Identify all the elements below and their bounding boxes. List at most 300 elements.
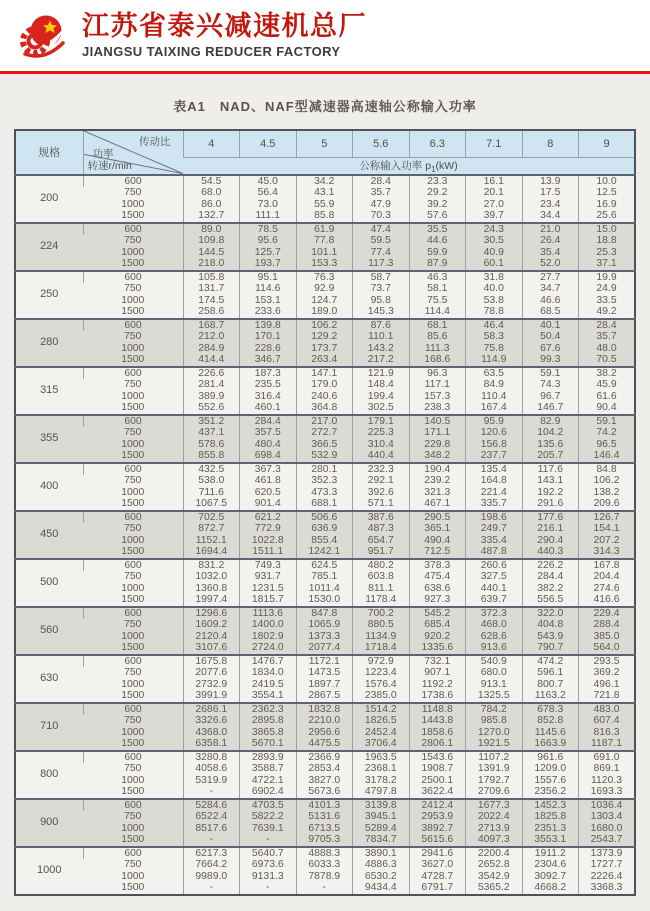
- power-value-cell: 901.4: [240, 498, 297, 511]
- power-value-cell: 327.5: [466, 571, 523, 583]
- table-row: [15, 607, 635, 620]
- speed-cell: 750: [83, 283, 183, 295]
- power-value-cell: 4475.5: [296, 738, 353, 751]
- speed-cell: 1500: [83, 882, 183, 895]
- power-value-cell: 1163.2: [522, 690, 579, 703]
- power-value-cell: 2022.4: [466, 811, 523, 823]
- power-value-cell: 1718.4: [353, 642, 410, 655]
- power-value-cell: 114.9: [466, 354, 523, 367]
- power-value-cell: 1065.9: [296, 619, 353, 631]
- power-value-cell: 59.9: [409, 247, 466, 259]
- power-value-cell: 217.0: [296, 415, 353, 428]
- power-value-cell: 2713.9: [466, 823, 523, 835]
- power-value-cell: 77.8: [296, 235, 353, 247]
- power-value-cell: 1152.1: [183, 535, 240, 547]
- power-value-cell: 1223.4: [353, 667, 410, 679]
- power-value-cell: 174.5: [183, 295, 240, 307]
- power-value-cell: 38.2: [579, 367, 636, 380]
- power-value-cell: 607.4: [579, 715, 636, 727]
- power-value-cell: 556.5: [522, 594, 579, 607]
- speed-cell: 1000: [83, 343, 183, 355]
- power-value-cell: 790.7: [522, 642, 579, 655]
- speed-cell: 600: [83, 367, 183, 380]
- power-value-cell: 1452.3: [522, 799, 579, 812]
- power-value-cell: 23.4: [522, 199, 579, 211]
- power-value-cell: 117.1: [409, 379, 466, 391]
- power-value-cell: 314.3: [579, 546, 636, 559]
- power-value-cell: 291.6: [522, 498, 579, 511]
- spec-group-630: [15, 655, 635, 703]
- power-value-cell: 1832.8: [296, 703, 353, 716]
- power-value-cell: 506.6: [296, 511, 353, 524]
- power-value-cell: 348.2: [409, 450, 466, 463]
- power-value-cell: 2543.7: [579, 834, 636, 847]
- power-value-cell: 226.6: [183, 367, 240, 380]
- power-value-cell: 240.6: [296, 391, 353, 403]
- power-value-cell: 29.2: [409, 187, 466, 199]
- power-value-cell: 1963.5: [353, 751, 410, 764]
- power-value-cell: 596.1: [522, 667, 579, 679]
- company-header: [0, 0, 650, 71]
- power-value-cell: 951.7: [353, 546, 410, 559]
- power-value-cell: 235.5: [240, 379, 297, 391]
- power-value-cell: 110.4: [466, 391, 523, 403]
- power-value-cell: 5319.9: [183, 775, 240, 787]
- power-value-cell: 179.1: [353, 415, 410, 428]
- power-value-cell: 89.0: [183, 223, 240, 236]
- table-row: [15, 283, 635, 295]
- power-value-cell: 58.7: [353, 271, 410, 284]
- power-value-cell: 45.9: [579, 379, 636, 391]
- power-value-cell: 57.6: [409, 210, 466, 223]
- power-value-cell: 2724.0: [240, 642, 297, 655]
- power-value-cell: 75.8: [466, 343, 523, 355]
- power-value-cell: 140.5: [409, 415, 466, 428]
- power-value-cell: 3622.4: [409, 786, 466, 799]
- spec-group-280: [15, 319, 635, 367]
- power-value-cell: 18.8: [579, 235, 636, 247]
- power-value-cell: 84.9: [466, 379, 523, 391]
- speed-cell: 1500: [83, 594, 183, 607]
- power-value-cell: 5640.7: [240, 847, 297, 860]
- power-value-cell: 685.4: [409, 619, 466, 631]
- power-value-cell: 34.2: [296, 175, 353, 188]
- power-value-cell: 106.2: [296, 319, 353, 332]
- power-value-cell: 177.6: [522, 511, 579, 524]
- power-value-cell: 153.1: [240, 295, 297, 307]
- table-row: [15, 655, 635, 668]
- power-value-cell: 2366.9: [296, 751, 353, 764]
- speed-cell: 600: [83, 271, 183, 284]
- power-value-cell: -: [240, 834, 297, 847]
- power-value-cell: 624.5: [296, 559, 353, 572]
- power-value-cell: 106.2: [579, 475, 636, 487]
- table-row: [15, 631, 635, 643]
- table-row: [15, 331, 635, 343]
- power-value-cell: 86.0: [183, 199, 240, 211]
- power-value-cell: 16.1: [466, 175, 523, 188]
- power-value-cell: 40.0: [466, 283, 523, 295]
- power-value-cell: 2895.8: [240, 715, 297, 727]
- power-value-cell: 855.4: [296, 535, 353, 547]
- power-value-cell: 258.6: [183, 306, 240, 319]
- power-value-cell: 638.6: [409, 583, 466, 595]
- speed-cell: 600: [83, 175, 183, 188]
- power-value-cell: 2368.1: [353, 763, 410, 775]
- power-value-cell: 437.1: [183, 427, 240, 439]
- power-value-cell: 702.5: [183, 511, 240, 524]
- power-value-cell: 68.0: [183, 187, 240, 199]
- power-value-cell: -: [183, 882, 240, 895]
- power-value-cell: 99.3: [522, 354, 579, 367]
- power-value-cell: 207.2: [579, 535, 636, 547]
- power-value-cell: 3892.7: [409, 823, 466, 835]
- power-value-cell: 357.5: [240, 427, 297, 439]
- power-value-cell: 48.0: [579, 343, 636, 355]
- power-value-cell: 35.4: [522, 247, 579, 259]
- power-value-cell: 90.4: [579, 402, 636, 415]
- power-value-cell: 131.7: [183, 283, 240, 295]
- table-row: [15, 859, 635, 871]
- power-value-cell: 70.3: [353, 210, 410, 223]
- power-value-cell: 144.5: [183, 247, 240, 259]
- power-value-cell: 27.7: [522, 271, 579, 284]
- power-value-cell: 109.8: [183, 235, 240, 247]
- table-row: [15, 319, 635, 332]
- power-value-cell: 913.6: [466, 642, 523, 655]
- power-value-cell: 187.3: [240, 367, 297, 380]
- power-value-cell: 3139.8: [353, 799, 410, 812]
- power-value-cell: 496.1: [579, 679, 636, 691]
- power-value-cell: 1011.4: [296, 583, 353, 595]
- power-value-cell: 365.1: [409, 523, 466, 535]
- power-value-cell: 61.6: [579, 391, 636, 403]
- table-row: [15, 450, 635, 463]
- power-value-cell: 310.4: [353, 439, 410, 451]
- power-value-cell: 96.7: [522, 391, 579, 403]
- power-value-cell: 68.5: [522, 306, 579, 319]
- power-value-cell: 3991.9: [183, 690, 240, 703]
- power-value-cell: 1834.0: [240, 667, 297, 679]
- power-value-cell: 53.8: [466, 295, 523, 307]
- power-value-cell: 688.1: [296, 498, 353, 511]
- power-value-cell: 6033.3: [296, 859, 353, 871]
- power-value-cell: 63.5: [466, 367, 523, 380]
- speed-cell: 1000: [83, 871, 183, 883]
- power-value-cell: 1826.5: [353, 715, 410, 727]
- power-value-cell: 120.6: [466, 427, 523, 439]
- table-row: [15, 535, 635, 547]
- spec-group-315: [15, 367, 635, 415]
- corner-label-ratio: 传动比: [139, 136, 171, 148]
- table-row: [15, 306, 635, 319]
- power-value-cell: 92.9: [296, 283, 353, 295]
- power-value-cell: 21.0: [522, 223, 579, 236]
- power-value-cell: 60.1: [466, 258, 523, 271]
- power-value-cell: 2867.5: [296, 690, 353, 703]
- power-value-cell: 1473.5: [296, 667, 353, 679]
- power-value-cell: 3368.3: [579, 882, 636, 895]
- power-value-cell: 721.8: [579, 690, 636, 703]
- power-value-cell: 698.4: [240, 450, 297, 463]
- power-value-cell: 280.1: [296, 463, 353, 476]
- power-value-cell: 3554.1: [240, 690, 297, 703]
- spec-cell: 355: [15, 415, 83, 463]
- power-value-cell: 540.9: [466, 655, 523, 668]
- power-value-cell: 44.6: [409, 235, 466, 247]
- table-row: [15, 463, 635, 476]
- table-row: [15, 511, 635, 524]
- power-value-cell: 58.1: [409, 283, 466, 295]
- power-value-cell: 1858.6: [409, 727, 466, 739]
- power-value-cell: 3553.1: [522, 834, 579, 847]
- power-value-cell: 467.1: [409, 498, 466, 511]
- table-row: [15, 367, 635, 380]
- power-unit-header: 公称输入功率 $p_1(kW)$: [183, 157, 635, 175]
- power-value-cell: 16.9: [579, 199, 636, 211]
- speed-cell: 600: [83, 319, 183, 332]
- power-value-cell: 335.4: [466, 535, 523, 547]
- power-value-cell: 284.4: [240, 415, 297, 428]
- power-value-cell: 872.7: [183, 523, 240, 535]
- table-row: [15, 847, 635, 860]
- power-value-cell: 232.3: [353, 463, 410, 476]
- power-value-cell: 1911.2: [522, 847, 579, 860]
- table-row: [15, 379, 635, 391]
- power-value-cell: 204.4: [579, 571, 636, 583]
- power-value-cell: 414.4: [183, 354, 240, 367]
- ratio-column-header: 4.5: [240, 130, 297, 157]
- table-row: [15, 354, 635, 367]
- table-row: [15, 235, 635, 247]
- power-value-cell: 132.7: [183, 210, 240, 223]
- power-value-cell: 95.8: [353, 295, 410, 307]
- power-value-cell: 272.7: [296, 427, 353, 439]
- power-value-cell: 564.0: [579, 642, 636, 655]
- power-value-cell: 49.2: [579, 306, 636, 319]
- spec-cell: 800: [15, 751, 83, 799]
- power-value-cell: 193.7: [240, 258, 297, 271]
- power-value-cell: 2686.1: [183, 703, 240, 716]
- speed-cell: 750: [83, 475, 183, 487]
- table-row: [15, 295, 635, 307]
- power-value-cell: 1576.4: [353, 679, 410, 691]
- ratio-column-header: 5: [296, 130, 353, 157]
- speed-cell: 750: [83, 667, 183, 679]
- power-value-cell: 302.5: [353, 402, 410, 415]
- power-value-cell: 1373.3: [296, 631, 353, 643]
- spec-group-400: [15, 463, 635, 511]
- power-value-cell: 1738.6: [409, 690, 466, 703]
- power-value-cell: 1148.8: [409, 703, 466, 716]
- power-value-cell: 680.0: [466, 667, 523, 679]
- power-value-cell: 3865.8: [240, 727, 297, 739]
- power-value-cell: 114.4: [409, 306, 466, 319]
- power-value-cell: 50.4: [522, 331, 579, 343]
- power-value-cell: 2362.3: [240, 703, 297, 716]
- power-value-cell: 27.0: [466, 199, 523, 211]
- power-value-cell: 366.5: [296, 439, 353, 451]
- power-value-cell: 985.8: [466, 715, 523, 727]
- speed-cell: 1500: [83, 402, 183, 415]
- power-value-cell: 1921.5: [466, 738, 523, 751]
- power-value-cell: 7878.9: [296, 871, 353, 883]
- power-value-cell: 3280.8: [183, 751, 240, 764]
- power-value-cell: 2956.6: [296, 727, 353, 739]
- speed-cell: 600: [83, 463, 183, 476]
- power-value-cell: 23.3: [409, 175, 466, 188]
- power-value-cell: 907.1: [409, 667, 466, 679]
- power-value-cell: 1792.7: [466, 775, 523, 787]
- speed-cell: 1000: [83, 583, 183, 595]
- power-value-cell: 2709.6: [466, 786, 523, 799]
- spec-cell: 250: [15, 271, 83, 319]
- power-value-cell: 40.1: [522, 319, 579, 332]
- power-value-cell: 78.8: [466, 306, 523, 319]
- power-value-cell: 4728.7: [409, 871, 466, 883]
- company-name-en: JIANGSU TAIXING REDUCER FACTORY: [82, 44, 341, 59]
- power-value-cell: 20.1: [466, 187, 523, 199]
- table-row: [15, 619, 635, 631]
- power-value-cell: 920.2: [409, 631, 466, 643]
- power-value-cell: 800.7: [522, 679, 579, 691]
- power-value-cell: 290.4: [522, 535, 579, 547]
- speed-cell: 1500: [83, 354, 183, 367]
- power-value-cell: 2077.6: [183, 667, 240, 679]
- power-value-cell: 351.2: [183, 415, 240, 428]
- power-value-cell: 237.7: [466, 450, 523, 463]
- corner-label-power: 功率: [92, 148, 114, 160]
- power-value-cell: 284.9: [183, 343, 240, 355]
- power-value-cell: 104.2: [522, 427, 579, 439]
- power-value-cell: 691.0: [579, 751, 636, 764]
- power-value-cell: 316.4: [240, 391, 297, 403]
- speed-cell: 600: [83, 415, 183, 428]
- power-value-cell: 35.7: [579, 331, 636, 343]
- table-row: [15, 834, 635, 847]
- power-value-cell: 552.6: [183, 402, 240, 415]
- power-value-cell: 124.7: [296, 295, 353, 307]
- table-title: 表A1 NAD、NAF型减速器高速轴公称输入功率: [173, 99, 477, 114]
- power-value-cell: 1113.6: [240, 607, 297, 620]
- speed-cell: 1000: [83, 439, 183, 451]
- power-value-cell: 461.8: [240, 475, 297, 487]
- power-value-cell: 192.2: [522, 487, 579, 499]
- power-value-cell: 1476.7: [240, 655, 297, 668]
- power-value-cell: 96.3: [409, 367, 466, 380]
- speed-cell: 1000: [83, 679, 183, 691]
- power-value-cell: 6713.5: [296, 823, 353, 835]
- table-row: [15, 571, 635, 583]
- table-row: [15, 775, 635, 787]
- power-value-cell: 156.8: [466, 439, 523, 451]
- table-row: [15, 642, 635, 655]
- speed-cell: 750: [83, 811, 183, 823]
- speed-cell: 600: [83, 847, 183, 860]
- power-value-cell: 2412.4: [409, 799, 466, 812]
- speed-cell: 1500: [83, 258, 183, 271]
- power-value-cell: 110.1: [353, 331, 410, 343]
- power-value-cell: 43.1: [296, 187, 353, 199]
- speed-cell: 1500: [83, 786, 183, 799]
- power-value-cell: 25.6: [579, 210, 636, 223]
- power-value-cell: 35.7: [353, 187, 410, 199]
- power-value-cell: 7834.7: [353, 834, 410, 847]
- speed-cell: 1000: [83, 391, 183, 403]
- power-value-cell: 229.4: [579, 607, 636, 620]
- power-value-cell: 480.4: [240, 439, 297, 451]
- speed-cell: 1500: [83, 498, 183, 511]
- power-value-cell: 2419.5: [240, 679, 297, 691]
- speed-cell: 1000: [83, 247, 183, 259]
- power-value-cell: 571.1: [353, 498, 410, 511]
- power-value-cell: 2351.3: [522, 823, 579, 835]
- power-value-cell: 82.9: [522, 415, 579, 428]
- power-value-cell: 831.2: [183, 559, 240, 572]
- company-logo-gear-star-icon: [16, 10, 69, 63]
- table-row: [15, 427, 635, 439]
- power-value-cell: 95.1: [240, 271, 297, 284]
- power-value-cell: 87.6: [353, 319, 410, 332]
- power-value-cell: 1802.9: [240, 631, 297, 643]
- speed-cell: 1000: [83, 199, 183, 211]
- power-value-cell: 28.4: [579, 319, 636, 332]
- power-value-cell: 138.2: [579, 487, 636, 499]
- power-value-cell: 39.7: [466, 210, 523, 223]
- power-value-cell: 228.6: [240, 343, 297, 355]
- power-value-cell: 913.1: [466, 679, 523, 691]
- power-value-cell: 440.4: [353, 450, 410, 463]
- power-value-cell: 1187.1: [579, 738, 636, 751]
- power-value-cell: 1897.7: [296, 679, 353, 691]
- power-value-cell: 111.3: [409, 343, 466, 355]
- power-value-cell: 56.4: [240, 187, 297, 199]
- power-value-cell: -: [296, 882, 353, 895]
- power-value-cell: 1296.6: [183, 607, 240, 620]
- speed-cell: 1000: [83, 631, 183, 643]
- spec-cell: 280: [15, 319, 83, 367]
- power-value-cell: 785.1: [296, 571, 353, 583]
- power-value-cell: 101.1: [296, 247, 353, 259]
- power-value-cell: 1815.7: [240, 594, 297, 607]
- power-value-cell: 1391.9: [466, 763, 523, 775]
- power-value-cell: 880.5: [353, 619, 410, 631]
- power-value-cell: 1120.3: [579, 775, 636, 787]
- speed-cell: 600: [83, 799, 183, 812]
- power-value-cell: 392.6: [353, 487, 410, 499]
- power-value-cell: 135.4: [466, 463, 523, 476]
- power-value-cell: 378.3: [409, 559, 466, 572]
- power-value-cell: 346.7: [240, 354, 297, 367]
- power-value-cell: 972.9: [353, 655, 410, 668]
- power-value-cell: 416.6: [579, 594, 636, 607]
- power-value-cell: 382.2: [522, 583, 579, 595]
- power-value-cell: 1543.6: [409, 751, 466, 764]
- power-value-cell: 198.6: [466, 511, 523, 524]
- power-value-cell: 12.5: [579, 187, 636, 199]
- power-value-cell: 2356.2: [522, 786, 579, 799]
- power-value-cell: 385.0: [579, 631, 636, 643]
- spec-group-450: [15, 511, 635, 559]
- power-value-cell: 1680.0: [579, 823, 636, 835]
- power-value-cell: 1107.2: [466, 751, 523, 764]
- power-value-cell: 55.9: [296, 199, 353, 211]
- power-value-cell: 1270.0: [466, 727, 523, 739]
- power-value-cell: 3827.0: [296, 775, 353, 787]
- power-value-cell: 2210.0: [296, 715, 353, 727]
- power-value-cell: -: [183, 786, 240, 799]
- table-row: [15, 882, 635, 895]
